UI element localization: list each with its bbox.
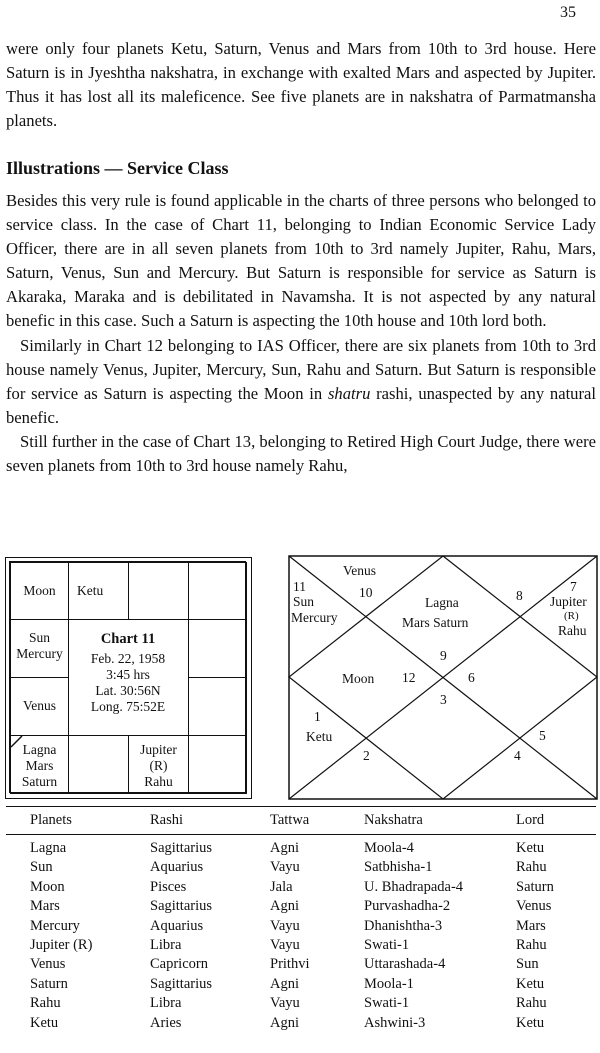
- table-cell: U. Bhadrapada-4: [364, 878, 464, 895]
- table-cell: Agni: [270, 1014, 299, 1031]
- house-number: 9: [440, 648, 447, 663]
- retrograde-label: (R): [564, 610, 579, 622]
- north-indian-chart: [288, 555, 598, 800]
- table-cell: Vayu: [270, 917, 300, 934]
- house-cell-empty: [188, 562, 247, 620]
- house-cell-venus: [10, 677, 69, 736]
- table-rule-header: [6, 834, 596, 835]
- section-body: [6, 189, 596, 478]
- house-number: 6: [468, 670, 475, 685]
- table-cell: Saturn: [30, 975, 68, 992]
- planet-label: Venus: [343, 563, 376, 578]
- table-row: [6, 878, 596, 897]
- house-cell-sun-mercury: [10, 619, 69, 678]
- planet-label: Ketu: [77, 583, 104, 598]
- table-header-row: [6, 807, 596, 834]
- table-cell: Mercury: [30, 917, 80, 934]
- house-number: 12: [402, 670, 416, 685]
- planet-label: Jupiter: [550, 594, 587, 609]
- table-cell: Venus: [30, 956, 66, 973]
- table-row: [6, 975, 596, 994]
- house-number: 11: [293, 579, 306, 594]
- paragraph-chart-11: Besides this very rule is found applicable in the charts of three persons who belonged to service class. In the case of Chart 11, belonging to Indian Economic Service Lady Officer, there are in all seven planets from 10th to 3rd namely Jupiter, Rahu, Mars, Saturn, Venus, Sun and Mercury. But Saturn is responsible for service as Saturn is Akaraka, Maraka and is debilitated in Navamsha. It is not aspected by any natural benefic in this case. Such a Saturn is aspecting the 10th house and 10th lord both.: [6, 191, 596, 331]
- paragraph-text: Similarly in Chart 12 belonging to IAS Officer, there are six planets from 10th to 3rd house namely Venus, Jupiter, Mercury, Sun, Rahu and Saturn. But Saturn is responsible for service as Saturn is aspecting the Moon in: [6, 335, 596, 403]
- house-number: 10: [359, 585, 373, 600]
- paragraph-text: were only four planets Ketu, Saturn, Venus and Mars from 10th to 3rd house. Here Saturn is in Jyeshtha nakshatra, in exchange with exalted Mars and aspected by Jupiter. Thus it has lost all its maleficence. See five planets are in nakshatra of Parmatmansha planets.: [6, 39, 596, 131]
- paragraph-intro: [6, 37, 596, 133]
- column-header: Nakshatra: [364, 812, 423, 828]
- table-cell: Venus: [516, 898, 552, 915]
- table-cell: Ketu: [30, 1014, 59, 1031]
- page-number: 35: [560, 4, 576, 21]
- table-row: [6, 858, 596, 877]
- chart-frame: [9, 561, 246, 793]
- table-cell: Mars: [516, 917, 546, 934]
- table-cell: Agni: [270, 840, 299, 856]
- table-cell: Mars: [30, 898, 60, 915]
- table-cell: Swati-1: [364, 937, 410, 954]
- birth-date: Feb. 22, 1958: [90, 651, 166, 666]
- planet-label: Venus: [23, 698, 56, 713]
- house-cell-empty: [188, 619, 247, 678]
- table-cell: Sun: [30, 859, 53, 876]
- house-cell-lagna: [10, 735, 69, 794]
- table-cell: Libra: [150, 995, 182, 1012]
- table-cell: Rahu: [516, 859, 547, 876]
- paragraph-chart-13: Still further in the case of Chart 13, belonging to Retired High Court Judge, there were seven planets from 10th to 3rd house namely Rahu,: [6, 431, 596, 476]
- table-cell: Vayu: [270, 995, 300, 1012]
- table-row: [6, 897, 596, 916]
- planet-label: Rahu: [558, 623, 587, 638]
- planet-label: Moon: [23, 583, 56, 598]
- planet-label: Mars Saturn: [402, 615, 469, 630]
- birth-time: 3:45 hrs: [106, 667, 150, 682]
- table-cell: Ketu: [516, 975, 545, 992]
- table-cell: Sagittarius: [150, 840, 213, 856]
- table-cell: Agni: [270, 975, 299, 992]
- table-cell: Jupiter (R): [30, 937, 93, 954]
- italic-term: shatru: [327, 383, 371, 403]
- house-number: 7: [570, 579, 577, 594]
- house-cell-empty: [188, 677, 247, 736]
- planet-label: Ketu: [306, 729, 333, 744]
- retrograde-label: (R): [149, 758, 168, 773]
- planet-label: Moon: [342, 671, 375, 686]
- table-cell: Agni: [270, 898, 299, 915]
- house-cell-moon: [10, 562, 69, 620]
- table-cell: Moola-4: [364, 840, 414, 856]
- house-number: 5: [539, 728, 546, 743]
- table-body: [6, 839, 596, 1033]
- south-indian-chart: [5, 557, 252, 799]
- planet-label: Lagna: [425, 595, 459, 610]
- table-cell: Ketu: [516, 1014, 545, 1031]
- house-number: 8: [516, 588, 523, 603]
- table-cell: Sagittarius: [150, 898, 213, 915]
- table-cell: Sun: [516, 956, 539, 973]
- house-cell-jupiter-rahu: [128, 735, 189, 794]
- table-cell: Prithvi: [270, 956, 310, 973]
- table-cell: Dhanishtha-3: [364, 917, 443, 934]
- house-cell-empty: [128, 562, 189, 620]
- table-cell: Vayu: [270, 937, 300, 954]
- column-header: Lord: [516, 812, 545, 828]
- planet-label: Sun: [293, 594, 315, 609]
- table-cell: Rahu: [516, 937, 547, 954]
- table-cell: Saturn: [516, 878, 554, 895]
- planet-data-table: [6, 807, 596, 1033]
- table-cell: Ashwini-3: [364, 1014, 426, 1031]
- table-row: [6, 994, 596, 1013]
- table-row: [6, 936, 596, 955]
- column-header: Rashi: [150, 812, 184, 828]
- table-cell: Capricorn: [150, 956, 208, 973]
- planet-label: Saturn: [21, 774, 58, 789]
- chart-lines: [288, 555, 598, 800]
- chart-info: [68, 619, 188, 735]
- planet-label: Mars: [25, 758, 54, 773]
- house-cell-empty: [188, 735, 247, 794]
- house-cell-empty: [68, 735, 129, 794]
- chart-title: Chart 11: [100, 631, 156, 647]
- table-cell: Moola-1: [364, 975, 414, 992]
- table-row: [6, 955, 596, 974]
- table-cell: Aquarius: [150, 917, 204, 934]
- planet-label: Sun: [28, 630, 50, 645]
- table-cell: Moon: [30, 878, 65, 895]
- column-header: Planets: [30, 812, 72, 828]
- planet-label: Lagna: [22, 742, 57, 757]
- table-row: [6, 839, 596, 858]
- table-cell: Uttarashada-4: [364, 956, 446, 973]
- house-number: 3: [440, 692, 447, 707]
- section-heading: Illustrations — Service Class: [6, 158, 229, 178]
- table-cell: Satbhisha-1: [364, 859, 433, 876]
- table-cell: Rahu: [30, 995, 61, 1012]
- table-row: [6, 1014, 596, 1033]
- column-header: Tattwa: [270, 812, 310, 828]
- table-cell: Lagna: [30, 840, 67, 856]
- planet-label: Mercury: [16, 646, 63, 661]
- lagna-marker-icon: [11, 736, 23, 748]
- table-cell: Aquarius: [150, 859, 204, 876]
- paragraph-chart-12: [6, 334, 596, 430]
- longitude: Long. 75:52E: [90, 699, 166, 714]
- latitude: Lat. 30:56N: [95, 683, 161, 698]
- table-cell: Swati-1: [364, 995, 410, 1012]
- table-row: [6, 917, 596, 936]
- paragraph-text: rashi, unaspected by any natural benefic.: [6, 383, 596, 427]
- house-number: 1: [314, 709, 321, 724]
- planet-label: Jupiter: [140, 742, 177, 757]
- table-cell: Sagittarius: [150, 975, 213, 992]
- table-cell: Jala: [270, 878, 293, 895]
- table-cell: Aries: [150, 1014, 182, 1031]
- table-cell: Libra: [150, 937, 182, 954]
- planet-label: Mercury: [291, 610, 338, 625]
- house-number: 2: [363, 748, 370, 763]
- house-number: 4: [514, 748, 521, 763]
- table-cell: Vayu: [270, 859, 300, 876]
- table-cell: Pisces: [150, 878, 187, 895]
- table-cell: Rahu: [516, 995, 547, 1012]
- planet-label: Rahu: [144, 774, 173, 789]
- house-cell-ketu: [68, 562, 129, 620]
- table-cell: Ketu: [516, 840, 545, 856]
- table-cell: Purvashadha-2: [364, 898, 451, 915]
- planet-table: [6, 806, 596, 1033]
